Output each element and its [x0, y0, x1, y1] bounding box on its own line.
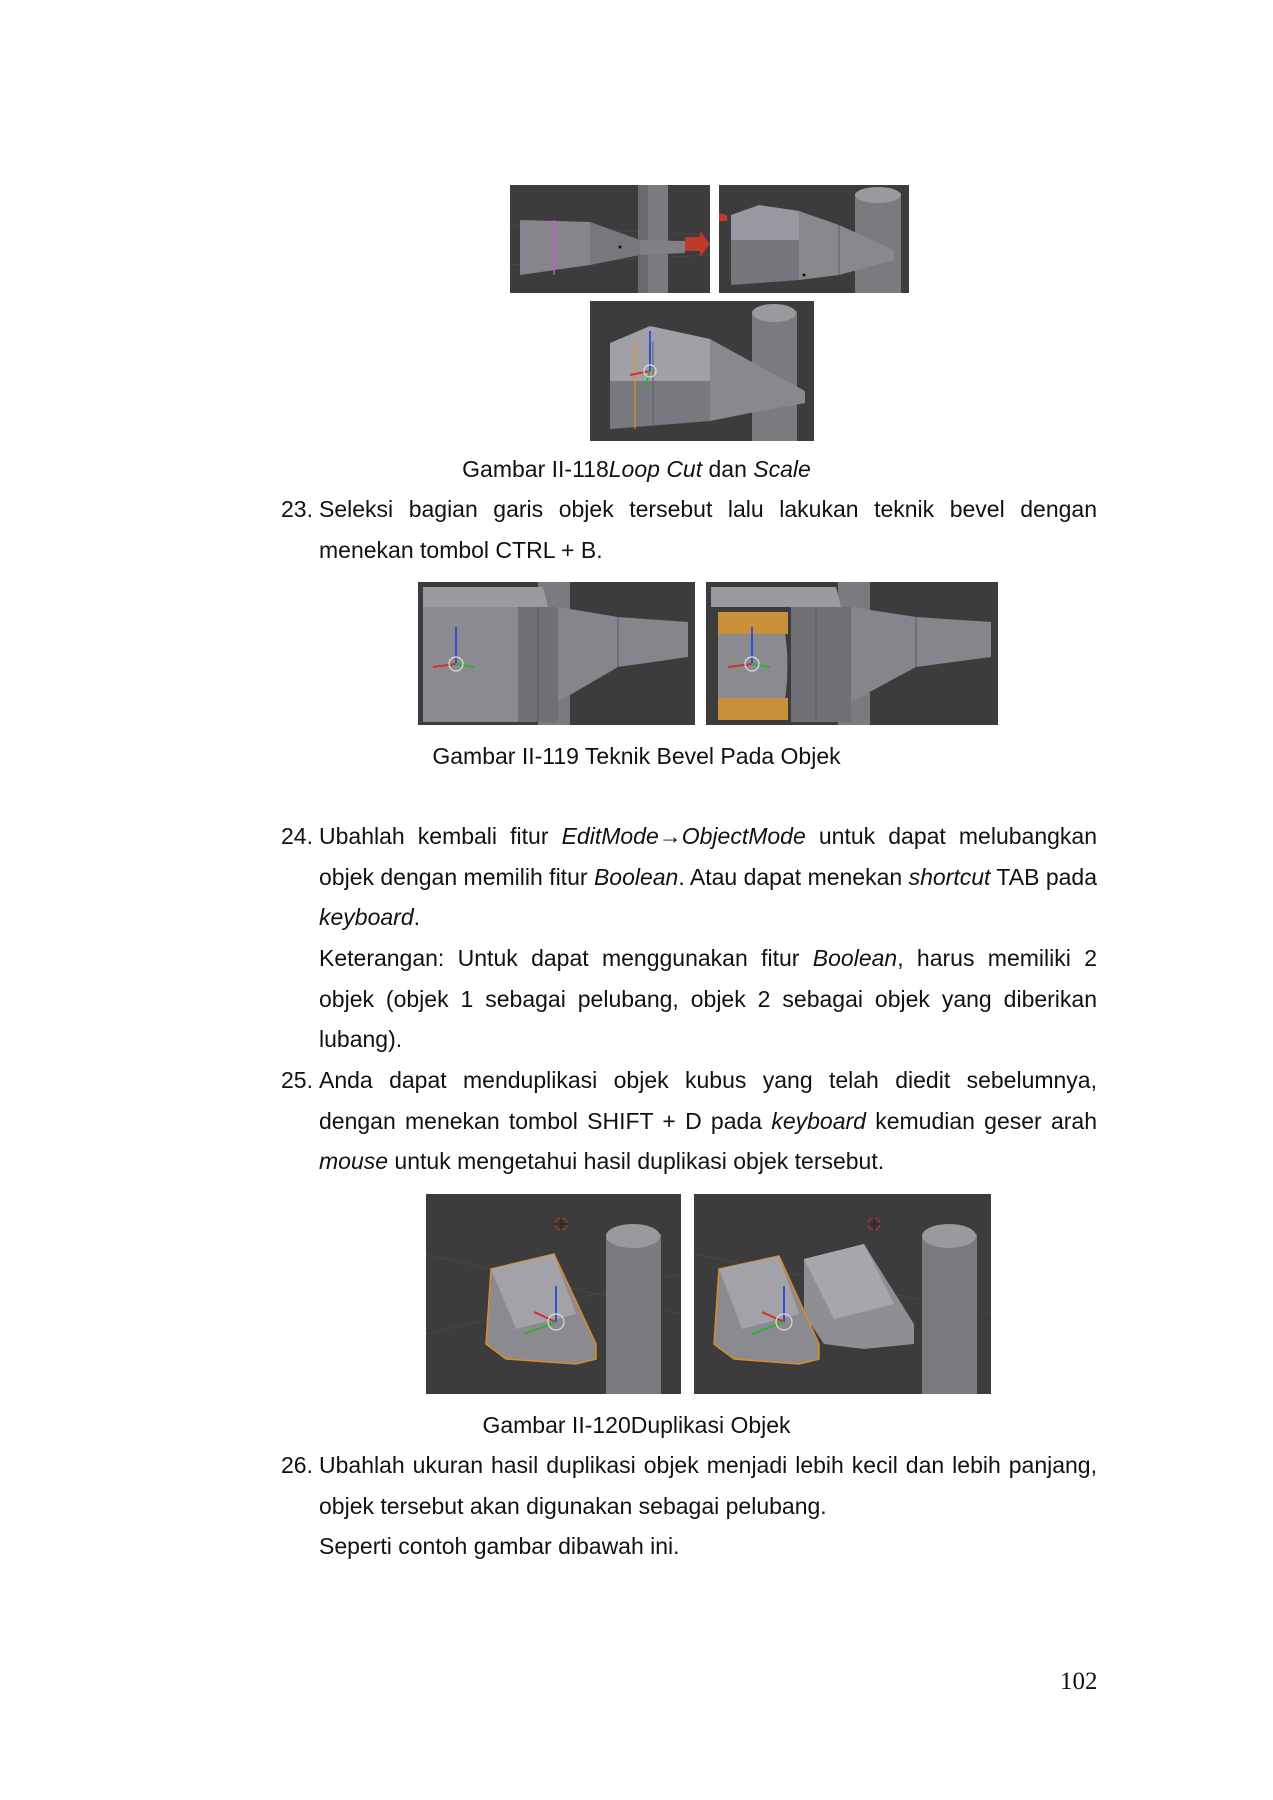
figure-120-image-2	[694, 1194, 991, 1394]
list-number: 23.	[281, 496, 313, 522]
list-text: Seleksi bagian garis objek tersebut lalu lakukan teknik bevel dengan menekan tombol CTRL + B.	[319, 496, 1097, 563]
note-24: Keterangan: Untuk dapat menggunakan fitur Boolean, harus memiliki 2 objek (objek 1 sebagai pelubang, objek 2 sebagai objek yang diberikan lubang).	[319, 945, 1097, 1052]
list-item-23	[281, 489, 1097, 570]
list-text: Anda dapat menduplikasi objek kubus yang telah diedit sebelumnya, dengan menekan tombol SHIFT + D pada keyboard kemudian geser arah mouse untuk mengetahui hasil duplikasi objek tersebut.	[319, 1067, 1097, 1174]
list-number: 25.	[281, 1067, 313, 1093]
list-text: Ubahlah ukuran hasil duplikasi objek menjadi lebih kecil dan lebih panjang, objek tersebut akan digunakan sebagai pelubang.	[319, 1452, 1097, 1519]
list-number: 26.	[281, 1452, 313, 1478]
list-number: 24.	[281, 823, 313, 849]
figure-119-image-1	[418, 582, 695, 725]
list-item-24	[281, 816, 1097, 938]
figure-120-image-1	[426, 1194, 681, 1394]
figure-119-caption: Gambar II-119 Teknik Bevel Pada Objek	[432, 743, 841, 769]
figure-119-image-2	[706, 582, 998, 725]
list-item-26	[281, 1445, 1097, 1526]
page-number: 102	[1060, 1668, 1098, 1695]
figure-118-image-2	[719, 185, 909, 293]
paragraph-after-26: Seperti contoh gambar dibawah ini.	[319, 1533, 680, 1559]
list-item-25	[281, 1060, 1097, 1182]
figure-118-caption: Gambar II-118Loop Cut dan Scale	[462, 456, 811, 482]
figure-118-image-1	[510, 185, 710, 293]
figure-118-image-3	[590, 301, 814, 441]
list-text: Ubahlah kembali fitur EditMode→ObjectMode untuk dapat melubangkan objek dengan memilih fitur Boolean. Atau dapat menekan shortcut TAB pada keyboard.	[319, 823, 1098, 930]
figure-120-caption: Gambar II-120Duplikasi Objek	[482, 1412, 791, 1438]
